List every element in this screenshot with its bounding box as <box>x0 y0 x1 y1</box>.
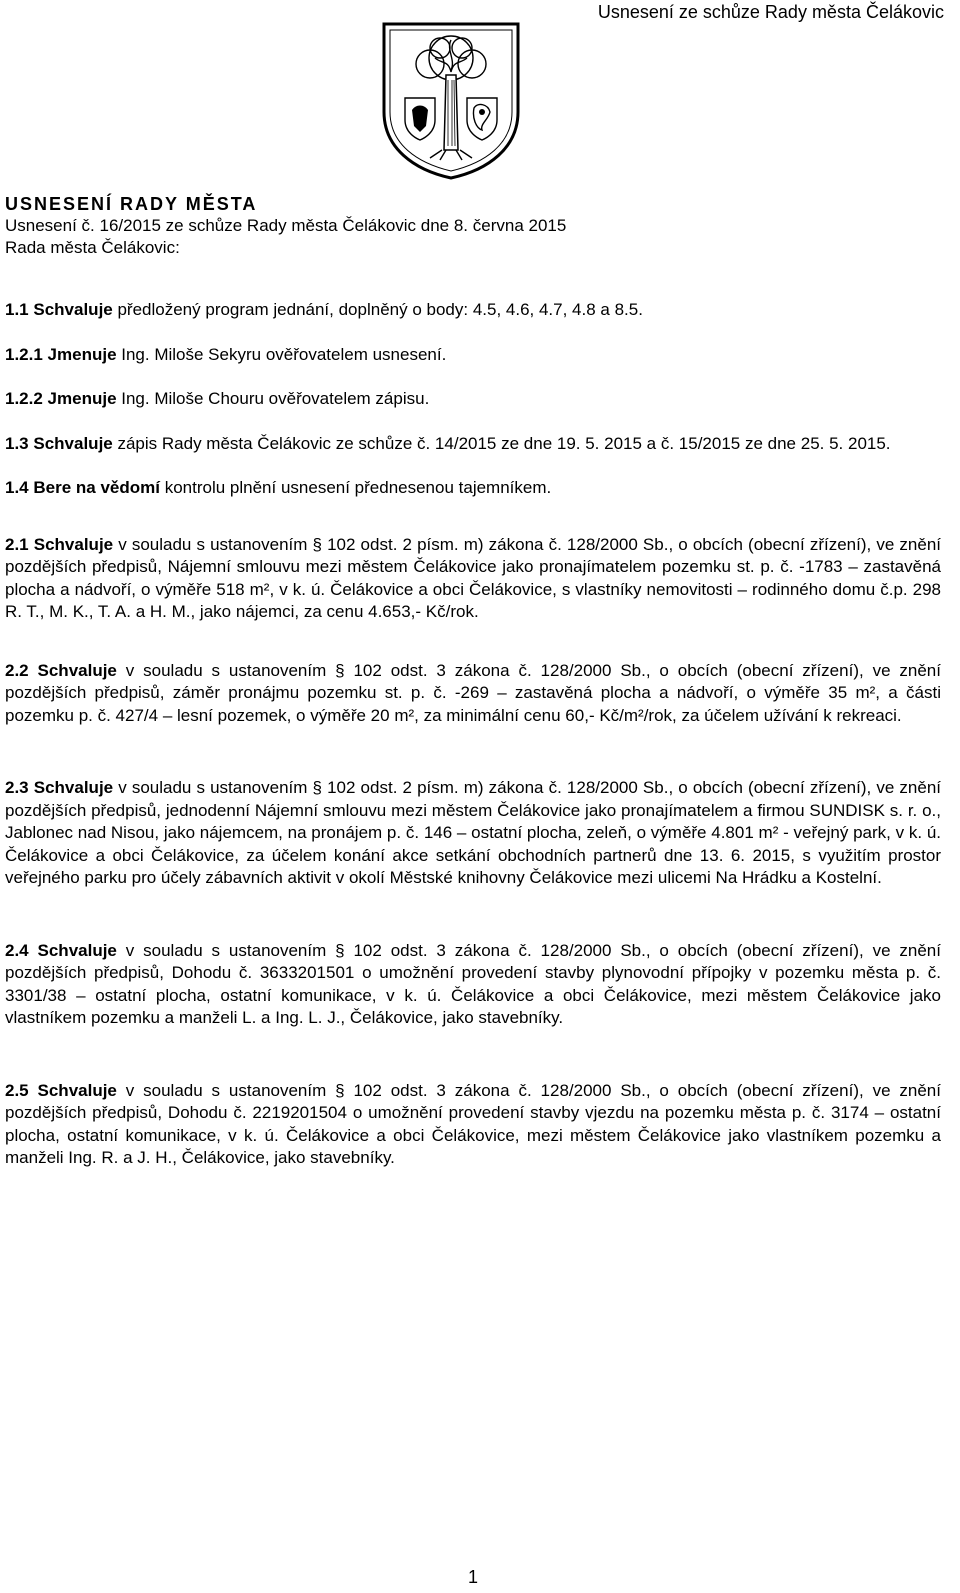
resolution-item: 2.3 Schvaluje v souladu s ustanovením § 102 odst. 2 písm. m) zákona č. 128/2000 Sb., o obcích (obecní zřízení), ve znění pozdějších předpisů, jednodenní Nájemní smlouvu mezi městem Čelákovice jako pronajímatelem a firmou SUNDISK s. r. o., Jablonec nad Nisou, jako nájemcem, na pronájem p. č. 146 – ostatní plocha, zeleň, o výměře 4.801 m² - veřejný park, v k. ú. Čelákovice a obci Čelákovice, za účelem konání akce setkání obchodních partnerů dne 13. 6. 2015, s využitím prostor veřejného parku pro účely zábavních aktivit v okolí Městské knihovny Čelákovice mezi ulicemi Na Hrádku a Kostelní. <box>5 778 941 887</box>
resolution-item: 2.4 Schvaluje v souladu s ustanovením § 102 odst. 3 zákona č. 128/2000 Sb., o obcích (obecní zřízení), ve znění pozdějších předpisů, Dohodu č. 3633201501 o umožnění provedení stavby plynovodní přípojky v pozemku města p. č. 3301/38 – ostatní plocha, ostatní komunikace, v k. ú. Čelákovice a obci Čelákovice, mezi městem Čelákovice jako vlastníkem pozemku a manželi L. a Ing. L. J., Čelákovice, jako stavebníky. <box>5 940 941 1027</box>
resolution-item: 2.5 Schvaluje v souladu s ustanovením § 102 odst. 3 zákona č. 128/2000 Sb., o obcích (obecní zřízení), ve znění pozdějších předpisů, Dohodu č. 2219201504 o umožnění provedení stavby vjezdu na pozemku města p. č. 3174 – ostatní plocha, ostatní komunikace, v k. ú. Čelákovice a obci Čelákovice, mezi městem Čelákovice jako vlastníkem pozemku a manželi Ing. R. a J. H., Čelákovice, jako stavebníky. <box>5 1080 941 1167</box>
page-number: 1 <box>468 1567 479 1587</box>
document-title: USNESENÍ RADY MĚSTA <box>5 194 258 214</box>
resolution-item: 2.1 Schvaluje v souladu s ustanovením § 102 odst. 2 písm. m) zákona č. 128/2000 Sb., o obcích (obecní zřízení), ve znění pozdějších předpisů, Nájemní smlouvu mezi městem Čelákovice jako pronajímatelem pozemku st. p. č. -1783 – zastavěná plocha a nádvoří, o výměře 518 m², v k. ú. Čelákovice a obci Čelákovice, s vlastníky nemovitosti – rodinného domu č.p. 298 R. T., M. K., T. A. a H. M., jako nájemci, za cenu 4.653,- Kč/rok. <box>5 534 941 621</box>
document-subtitle: Usnesení č. 16/2015 ze schůze Rady města Čelákovic dne 8. června 2015 <box>5 216 567 235</box>
document-intro: Rada města Čelákovic: <box>5 238 180 257</box>
resolution-item: 1.2.1 Jmenuje Ing. Miloše Sekyru ověřovatelem usnesení. <box>5 344 447 364</box>
resolution-item: 1.4 Bere na vědomí kontrolu plnění usnesení přednesenou tajemníkem. <box>5 478 552 497</box>
resolution-item: 2.2 Schvaluje v souladu s ustanovením § 102 odst. 3 zákona č. 128/2000 Sb., o obcích (obecní zřízení), ve znění pozdějších předpisů, záměr pronájmu pozemku st. p. č. -269 – zastavěná plocha a nádvoří, o výměře 35 m², a části pozemku p. č. 427/4 – lesní pozemek, o výměře 20 m², za minimální cenu 60,- Kč/m²/rok, za účelem užívání k rekreaci. <box>5 660 941 725</box>
resolution-document <box>5 193 941 1170</box>
resolution-item: 1.3 Schvaluje zápis Rady města Čelákovic ze schůze č. 14/2015 ze dne 19. 5. 2015 a č. 15/2015 ze dne 25. 5. 2015. <box>5 433 891 453</box>
resolution-item: 1.2.2 Jmenuje Ing. Miloše Chouru ověřovatelem zápisu. <box>5 389 430 408</box>
city-coat-of-arms <box>380 20 522 182</box>
page-header-title: Usnesení ze schůze Rady města Čelákovic <box>597 2 944 22</box>
resolution-item: 1.1 Schvaluje předložený program jednání, doplněný o body: 4.5, 4.6, 4.7, 4.8 a 8.5. <box>5 300 643 319</box>
